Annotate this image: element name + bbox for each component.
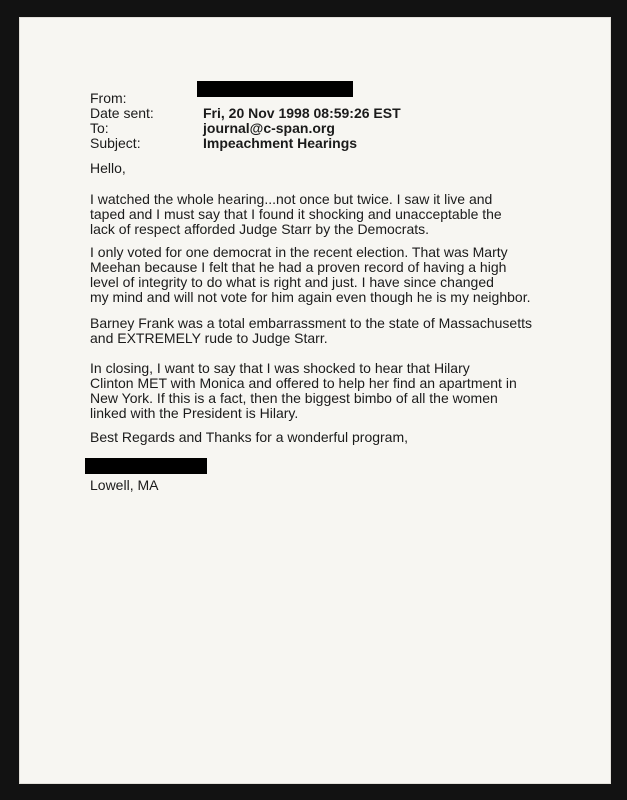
greeting: Hello, <box>90 160 126 176</box>
paragraph-line: Clinton MET with Monica and offered to help her find an apartment in <box>90 375 517 391</box>
paragraph-line: In closing, I want to say that I was shocked to hear that Hilary <box>90 360 470 376</box>
paragraph-line: level of integrity to do what is right and just. I have since changed <box>90 274 494 290</box>
paragraph-barney-frank <box>90 316 532 346</box>
to-value: journal@c-span.org <box>203 120 335 136</box>
paragraph-closing-remarks <box>90 361 517 421</box>
to-label: To: <box>90 120 109 136</box>
header-row-date <box>90 106 401 121</box>
document-page <box>19 17 611 784</box>
paragraph-line: linked with the President is Hilary. <box>90 405 299 421</box>
paragraph-line: and EXTREMELY rude to Judge Starr. <box>90 330 328 346</box>
paragraph-line: my mind and will not vote for him again even though he is my neighbor. <box>90 289 531 305</box>
paragraph-line: lack of respect afforded Judge Starr by the Democrats. <box>90 221 430 237</box>
header-row-to <box>90 121 401 136</box>
date-label: Date sent: <box>90 105 154 121</box>
header-row-subject <box>90 136 401 151</box>
subject-label: Subject: <box>90 135 141 151</box>
paragraph-line: I watched the whole hearing...not once but twice. I saw it live and <box>90 191 493 207</box>
paragraph-line: taped and I must say that I found it shocking and unacceptable the <box>90 206 502 222</box>
subject-value: Impeachment Hearings <box>203 135 358 151</box>
paragraph-line: New York. If this is a fact, then the biggest bimbo of all the women <box>90 390 498 406</box>
redaction-bar-signature <box>85 458 207 474</box>
closing-line: Best Regards and Thanks for a wonderful program, <box>90 429 409 445</box>
paragraph-election <box>90 245 530 305</box>
paragraph-line: Barney Frank was a total embarrassment to the state of Massachusetts <box>90 315 532 331</box>
paragraph-line: Meehan because I felt that he had a proven record of having a high <box>90 259 507 275</box>
paragraph-line: I only voted for one democrat in the recent election. That was Marty <box>90 244 508 260</box>
date-value: Fri, 20 Nov 1998 08:59:26 EST <box>203 105 401 121</box>
paragraph-hearing <box>90 192 502 237</box>
from-label: From: <box>90 90 127 106</box>
header-row-from <box>90 91 401 106</box>
sender-location: Lowell, MA <box>90 477 159 493</box>
email-header <box>90 91 401 151</box>
